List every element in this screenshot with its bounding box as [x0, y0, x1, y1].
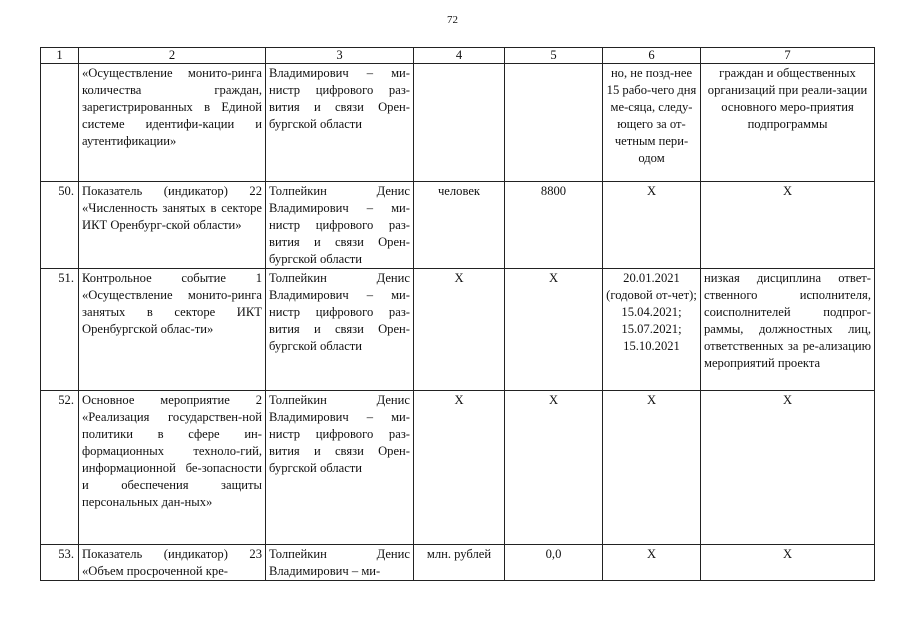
responsible-person: Толпейкин Денис Владимирович – ми-нистр цифрового раз-вития и связи Орен-бургской области — [266, 391, 414, 545]
deadline: но, не позд-нее 15 рабо-чего дня ме-сяца, следу-ющего за от-четным пери-одом — [603, 64, 701, 182]
risk: Х — [701, 545, 875, 581]
risk: граждан и общественных организаций при реали-зации основного меро-приятия подпрограммы — [701, 64, 875, 182]
deadline: 20.01.2021 (годовой от-чет); 15.04.2021; 15.07.2021; 15.10.2021 — [603, 269, 701, 391]
responsible-person: Толпейкин Денис Владимирович – ми-нистр цифрового раз-вития и связи Орен-бургской области — [266, 182, 414, 269]
responsible-person: Толпейкин Денис Владимирович – ми- — [266, 545, 414, 581]
value: 8800 — [505, 182, 603, 269]
unit: млн. рублей — [414, 545, 505, 581]
column-header: 4 — [414, 48, 505, 64]
table-row — [41, 64, 875, 182]
column-header: 3 — [266, 48, 414, 64]
table-row — [41, 545, 875, 581]
deadline: Х — [603, 545, 701, 581]
unit — [414, 64, 505, 182]
event-name: Основное мероприятие 2 «Реализация государствен-ной политики в сфере ин-формационных техноло-гий, информационной бе-зопасности и обеспечения защиты персональных дан-ных» — [79, 391, 266, 545]
column-header: 2 — [79, 48, 266, 64]
unit: Х — [414, 391, 505, 545]
column-header: 7 — [701, 48, 875, 64]
page-number: 72 — [447, 14, 458, 26]
column-header: 1 — [41, 48, 79, 64]
risk: низкая дисциплина ответ-ственного исполнителя, соисполнителей подпрог-раммы, должностных лиц, ответственных за ре-ализацию мероприятий проекта — [701, 269, 875, 391]
table-row — [41, 269, 875, 391]
value: 0,0 — [505, 545, 603, 581]
deadline: Х — [603, 391, 701, 545]
event-name: Контрольное событие 1 «Осуществление монито-ринга занятых в секторе ИКТ Оренбургской облас-ти» — [79, 269, 266, 391]
risk: Х — [701, 391, 875, 545]
table-row — [41, 391, 875, 545]
deadline: Х — [603, 182, 701, 269]
event-name: «Осуществление монито-ринга количества граждан, зарегистрированных в Единой системе идентифи-кации и аутентификации» — [79, 64, 266, 182]
column-header: 5 — [505, 48, 603, 64]
row-number: 52. — [41, 391, 79, 545]
unit: человек — [414, 182, 505, 269]
event-name: Показатель (индикатор) 23 «Объем просроченной кре- — [79, 545, 266, 581]
table-row — [41, 182, 875, 269]
table-header-row — [41, 48, 875, 64]
unit: Х — [414, 269, 505, 391]
row-number: 50. — [41, 182, 79, 269]
responsible-person: Толпейкин Денис Владимирович – ми-нистр цифрового раз-вития и связи Орен-бургской области — [266, 269, 414, 391]
value: Х — [505, 391, 603, 545]
row-number — [41, 64, 79, 182]
value: Х — [505, 269, 603, 391]
column-header: 6 — [603, 48, 701, 64]
responsible-person: Владимирович – ми-нистр цифрового раз-вития и связи Орен-бургской области — [266, 64, 414, 182]
risk: Х — [701, 182, 875, 269]
row-number: 51. — [41, 269, 79, 391]
plan-table — [40, 47, 875, 581]
value — [505, 64, 603, 182]
row-number: 53. — [41, 545, 79, 581]
event-name: Показатель (индикатор) 22 «Численность занятых в секторе ИКТ Оренбург-ской области» — [79, 182, 266, 269]
